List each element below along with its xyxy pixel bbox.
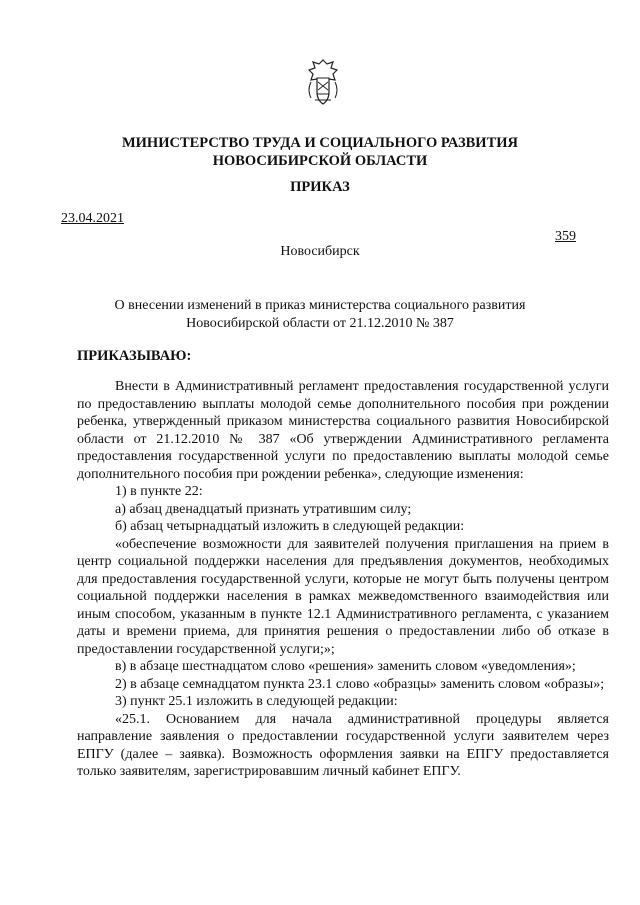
paragraph: 2) в абзаце семнадцатом пункта 23.1 слово «образцы» заменить словом «образы»; [115, 676, 605, 692]
subject-line-1: О внесении изменений в приказ министерства социального развития [114, 298, 526, 313]
subject-line-2: Новосибирской области от 21.12.2010 № 387 [186, 316, 454, 331]
decree-word: ПРИКАЗЫВАЮ: [77, 348, 192, 364]
paragraph: б) абзац четырнадцатый изложить в следующей редакции: [115, 519, 465, 534]
order-subject [0, 297, 640, 333]
ministry-line-2: НОВОСИБИРСКОЙ ОБЛАСТИ [212, 153, 428, 169]
ministry-line-1: МИНИСТЕРСТВО ТРУДА И СОЦИАЛЬНОГО РАЗВИТИЯ [121, 135, 519, 151]
city: Новосибирск [280, 244, 360, 259]
paragraph: «обеспечение возможности для заявителей получения приглашения на прием в центр социальной поддержки населения для предъявления документов, необходимых для предоставления государственной услуги, которые не могут быть получены центром социальной поддержки населения в рамках межведомственного взаимодействия или иным способом, указанным в пункте 12.1 Административного регламента, с указанием даты и времени приема, для принятия решения о предоставлении либо об отказе в предоставлении государственной услуги;»; [77, 536, 609, 657]
coat-of-arms-icon [303, 58, 343, 106]
order-date: 23.04.2021 [61, 211, 124, 226]
order-number: 359 [555, 229, 576, 244]
paragraph: Внести в Административный регламент предоставления государственной услуги по предоставлению выплаты молодой семье дополнительного пособия при рождении ребенка, утвержденный приказом министерства социального развития Новосибирской области от 21.12.2010 № 387 «Об утверждении Административного регламента предоставления государственной услуги по предоставлению выплаты молодой семье дополнительного пособия при рождении ребенка», следующие изменения: [77, 379, 609, 482]
paragraph: 1) в пункте 22: [115, 484, 203, 499]
paragraph: «25.1. Основанием для начала административной процедуры является направление заявления о предоставлении государственной услуги заявителем через ЕПГУ (далее – заявка). Возможность оформления заявки на ЕПГУ предоставляется только заявителям, зарегистрировавшим личный кабинет ЕПГУ. [77, 711, 609, 779]
doc-type: ПРИКАЗ [290, 179, 350, 195]
paragraph: а) абзац двенадцатый признать утратившим силу; [115, 501, 412, 517]
paragraph: в) в абзаце шестнадцатом слово «решения» заменить словом «уведомления»; [115, 659, 576, 674]
paragraph: 3) пункт 25.1 изложить в следующей редакции: [115, 694, 398, 709]
order-body [77, 378, 609, 781]
ministry-name [0, 134, 640, 170]
